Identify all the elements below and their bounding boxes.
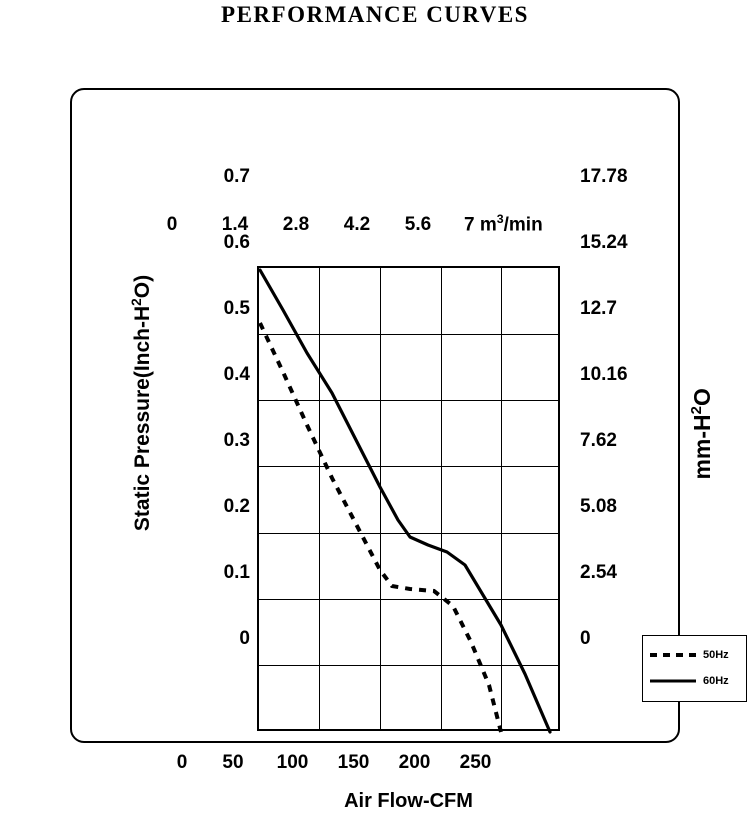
left-axis-title-sub: 2 [129, 298, 144, 306]
page-title: PERFORMANCE CURVES [221, 2, 529, 27]
bottom-tick-3: 150 [337, 752, 370, 773]
top-tick-3: 4.2 [343, 214, 371, 235]
right-axis-title-pre: mm-H [688, 414, 715, 480]
left-tick-0: 0.7 [223, 166, 250, 187]
legend-label-60hz: 60Hz [703, 675, 729, 687]
left-tick-3: 0.4 [223, 364, 250, 385]
top-axis-unit-exponent: 3 [496, 212, 504, 226]
chart-frame [70, 88, 729, 812]
right-tick-0: 17.78 [580, 166, 628, 187]
right-tick-2: 12.7 [580, 298, 617, 319]
right-tick-3: 10.16 [580, 364, 628, 385]
legend-swatch-dashed-icon [649, 650, 697, 660]
bottom-tick-2: 100 [276, 752, 309, 773]
bottom-tick-4: 200 [398, 752, 431, 773]
right-tick-4: 7.62 [580, 430, 617, 451]
left-tick-2: 0.5 [223, 298, 250, 319]
right-axis-title-post: O [688, 388, 715, 407]
top-tick-1: 1.4 [221, 214, 249, 235]
legend [642, 635, 747, 702]
series-60hz-curve [260, 270, 550, 732]
curves-svg [259, 268, 562, 733]
top-axis-unit-base: 7 m [464, 214, 497, 236]
right-axis-title [688, 334, 716, 534]
legend-item-60hz [649, 668, 740, 694]
top-axis-unit-tail: /min [503, 214, 543, 236]
bottom-tick-0: 0 [176, 752, 188, 773]
legend-label-50hz: 50Hz [703, 649, 729, 661]
right-tick-1: 15.24 [580, 232, 628, 253]
series-50hz-curve [260, 323, 501, 732]
legend-swatch-solid-icon [649, 676, 697, 686]
left-tick-5: 0.2 [223, 496, 250, 517]
bottom-axis-title: Air Flow-CFM [344, 790, 473, 812]
bottom-tick-5: 250 [459, 752, 492, 773]
right-axis-title-sub: 2 [688, 406, 706, 415]
right-tick-5: 5.08 [580, 496, 617, 517]
top-axis-unit-label [464, 212, 543, 236]
left-tick-4: 0.3 [223, 430, 250, 451]
left-tick-7: 0 [239, 628, 250, 649]
top-tick-2: 2.8 [282, 214, 310, 235]
legend-item-50hz [649, 642, 740, 668]
plot-area [257, 266, 560, 731]
right-tick-6: 2.54 [580, 562, 617, 583]
bottom-tick-1: 50 [222, 752, 244, 773]
left-axis-title-post: O) [131, 274, 154, 299]
top-tick-0: 0 [166, 214, 178, 235]
left-tick-1: 0.6 [223, 232, 250, 253]
left-axis-title [129, 243, 155, 563]
left-tick-6: 0.1 [223, 562, 250, 583]
top-tick-4: 5.6 [404, 214, 432, 235]
right-tick-7: 0 [580, 628, 591, 649]
left-axis-title-pre: Static Pressure(Inch-H [131, 305, 154, 532]
